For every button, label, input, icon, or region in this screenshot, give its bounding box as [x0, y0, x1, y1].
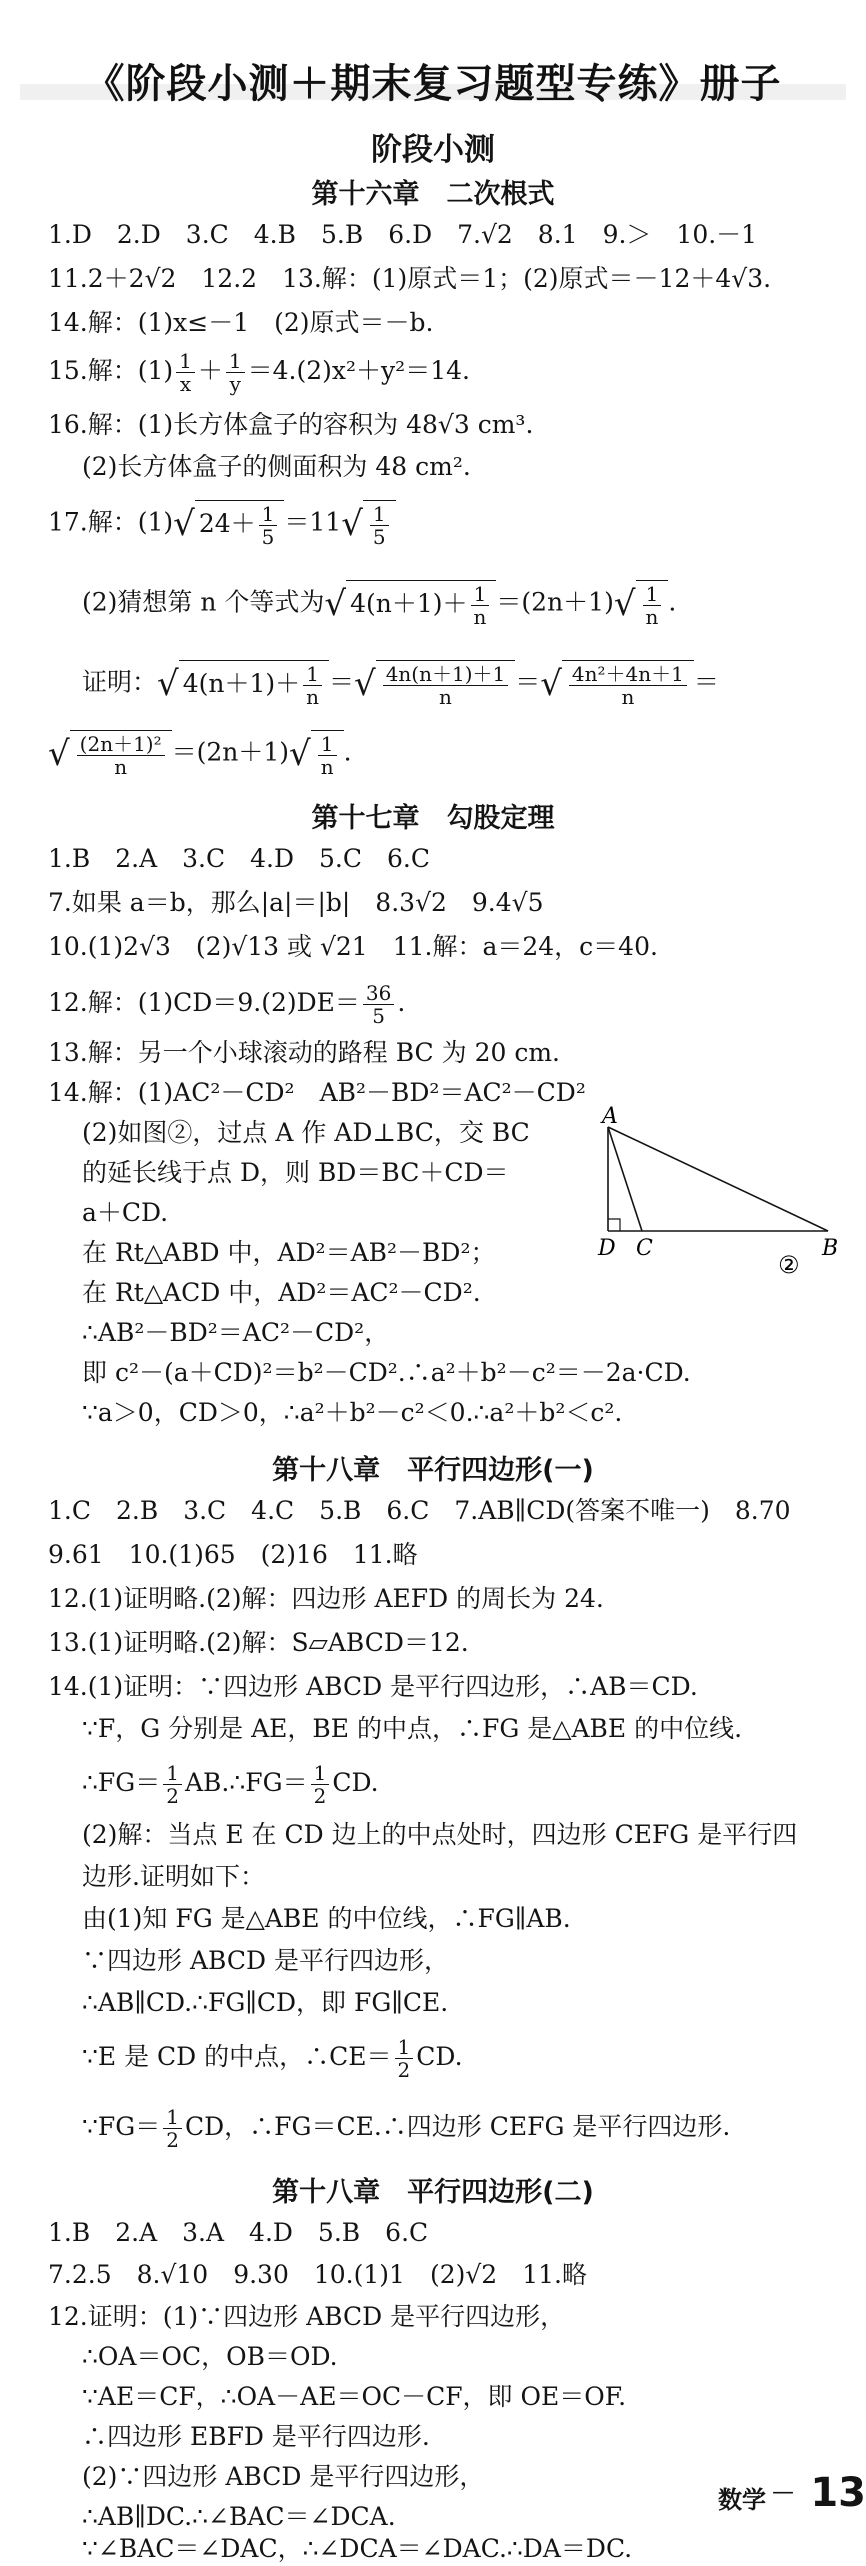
footer-dash: —: [772, 2480, 794, 2505]
fraction: [395, 2036, 414, 2081]
radicand: [363, 500, 396, 548]
side-AC: [608, 1127, 642, 1231]
text: ∵FG＝: [82, 2112, 161, 2141]
ch18a-answer-14-2: ∵F，G 分别是 AE，BE 的中点，∴FG 是△ABE 的中位线.: [82, 1714, 743, 1743]
ch17-answers-1-6: 1.B 2.A 3.C 4.D 5.C 6.C: [48, 844, 430, 873]
ch17-answer-14-4: a＋CD.: [82, 1198, 169, 1227]
ch18b-answer-12-1: 12.证明：(1)∵四边形 ABCD 是平行四边形，: [48, 2302, 566, 2331]
ch17-answer-14-1: 14.解：(1)AC²－CD² AB²－BD²＝AC²－CD²: [48, 1078, 586, 1107]
radical-sign: √: [540, 664, 562, 704]
footer-subject: 数学: [718, 2486, 766, 2514]
ch16-answer-15: [48, 350, 836, 395]
ch17-answers-10-11: 10.(1)2√3 (2)√13 或 √21 11.解：a＝24，c＝40.: [48, 932, 658, 961]
denominator: y: [229, 372, 241, 396]
numerator: 1: [226, 350, 245, 373]
ch18a-answer-14-7: ∵四边形 ABCD 是平行四边形，: [82, 1946, 449, 1975]
chapter-17-title: 第十七章 勾股定理: [311, 803, 555, 834]
ch18b-answer-12-5: (2)∵四边形 ABCD 是平行四边形，: [82, 2462, 485, 2491]
ch16-proof-2: [48, 730, 836, 778]
numerator: 1: [471, 583, 490, 606]
ch18b-answers-1-6: 1.B 2.A 3.A 4.D 5.B 6.C: [48, 2218, 429, 2247]
ch16-answer-17-2: [82, 580, 836, 628]
denominator: n: [621, 685, 635, 709]
ch18a-answer-14-3: [82, 1762, 836, 1807]
ch18b-answer-12-2: ∴OA＝OC，OB＝OD.: [82, 2342, 338, 2371]
text: 24＋: [198, 509, 256, 538]
ch18b-answer-12-6: ∴AB∥DC.∴∠BAC＝∠DCA.: [82, 2502, 396, 2531]
radical-sign: √: [354, 664, 376, 704]
ch17-answer-12: [48, 982, 836, 1027]
ch18a-answer-14-5: 边形.证明如下：: [82, 1862, 265, 1891]
text: CD，∴FG＝CE.∴四边形 CEFG 是平行四边形.: [184, 2112, 731, 2141]
text: ∵E 是 CD 的中点，∴CE＝: [82, 2042, 392, 2071]
radicand: [179, 660, 329, 708]
figure-number: ②: [778, 1251, 800, 1279]
label-C: C: [636, 1236, 653, 1261]
label-B: B: [822, 1236, 839, 1261]
numerator: 1: [370, 503, 389, 526]
radical-sign: √: [48, 734, 70, 774]
text: .: [397, 988, 406, 1017]
page-footer: [666, 2470, 866, 2516]
fraction: [471, 583, 490, 628]
page-title: 《阶段小测＋期末复习题型专练》册子: [84, 61, 782, 107]
text: ＝: [693, 667, 719, 697]
numerator: 1: [176, 350, 195, 373]
text: (2)猜想第 n 个等式为: [82, 587, 325, 617]
ch18a-answer-13: 13.(1)证明略.(2)解：S▱ABCD＝12.: [48, 1628, 469, 1657]
text: ＝(2n＋1): [171, 737, 290, 767]
ch17-answer-14-9: ∵a＞0，CD＞0，∴a²＋b²－c²＜0.∴a²＋b²＜c².: [82, 1398, 623, 1427]
radical-sign: √: [324, 584, 347, 624]
ch17-answer-14-2: (2)如图②，过点 A 作 AD⊥BC，交 BC: [82, 1118, 530, 1147]
text: .: [668, 587, 677, 617]
ch16-answer-16-2: (2)长方体盒子的侧面积为 48 cm².: [82, 452, 471, 481]
ch18a-answer-12: 12.(1)证明略.(2)解：四边形 AEFD 的周长为 24.: [48, 1584, 604, 1613]
text: .: [343, 737, 352, 767]
text: 4(n＋1)＋: [350, 589, 468, 618]
ch18a-answers-1-8: 1.C 2.B 3.C 4.C 5.B 6.C 7.AB∥CD(答案不唯一) 8.70: [48, 1496, 791, 1525]
denominator: n: [473, 605, 487, 629]
ch18a-answers-9-11: 9.61 10.(1)65 (2)16 11.略: [48, 1540, 418, 1569]
denominator: 2: [166, 1784, 179, 1808]
numerator: 36: [363, 982, 394, 1005]
label-D: D: [598, 1236, 616, 1261]
sqrt: [341, 500, 395, 548]
ch16-answer-16-1: 16.解：(1)长方体盒子的容积为 48√3 cm³.: [48, 410, 534, 439]
denominator: n: [320, 755, 334, 779]
denominator: n: [439, 685, 452, 709]
text: ＝: [515, 667, 541, 697]
sqrt: [48, 730, 172, 778]
sqrt: [157, 660, 329, 708]
denominator: n: [114, 755, 128, 779]
fraction: [163, 1762, 182, 1807]
text: ＝: [329, 667, 355, 697]
page-number: 13: [810, 2470, 866, 2516]
ch18a-answer-14-6: 由(1)知 FG 是△ABE 的中位线，∴FG∥AB.: [82, 1904, 571, 1933]
chapter-18-part1-title: 第十八章 平行四边形(一): [272, 1455, 594, 1486]
sqrt: [540, 660, 694, 708]
numerator: 1: [303, 663, 322, 686]
ch16-proof-1: [82, 660, 836, 708]
denominator: 5: [372, 525, 386, 549]
radicand: [311, 730, 344, 778]
numerator: 1: [163, 2106, 182, 2129]
denominator: 5: [261, 525, 275, 549]
radical-sign: √: [157, 664, 179, 704]
radicand: [346, 580, 496, 628]
ch18a-answer-14-8: ∴AB∥CD.∴FG∥CD，即 FG∥CE.: [82, 1988, 449, 2017]
chapter-18-part2-title: 第十八章 平行四边形(二): [272, 2177, 594, 2208]
numerator: 4n(n＋1)＋1: [383, 663, 509, 686]
text: ＝4.(2)x²＋y²＝14.: [247, 356, 470, 385]
triangle-diagram: [598, 1104, 840, 1279]
radical-sign: √: [613, 584, 636, 624]
ch17-answer-14-7: ∴AB²－BD²＝AC²－CD²，: [82, 1318, 390, 1347]
numerator: (2n＋1)²: [77, 733, 165, 756]
ch17-answers-7-9: 7.如果 a＝b，那么|a|＝|b| 8.3√2 9.4√5: [48, 888, 544, 917]
ch18b-answer-12-7: ∵∠BAC＝∠DAC，∴∠DCA＝∠DAC.∴DA＝DC.: [82, 2534, 633, 2563]
section-heading: 阶段小测: [371, 132, 495, 168]
fraction: [163, 2106, 182, 2151]
ch17-answer-14-6: 在 Rt△ACD 中，AD²＝AC²－CD².: [82, 1278, 481, 1307]
text: ＋: [197, 356, 223, 385]
sqrt: [173, 500, 284, 548]
fraction: [363, 982, 394, 1027]
radicand: [195, 500, 285, 548]
text: 4(n＋1)＋: [182, 669, 301, 698]
numerator: 1: [643, 583, 662, 606]
denominator: n: [306, 685, 319, 709]
ch17-answer-13: 13.解：另一个小球滚动的路程 BC 为 20 cm.: [48, 1038, 560, 1067]
sqrt: [324, 580, 496, 628]
numerator: 1: [318, 733, 337, 756]
text: AB.∴FG＝: [184, 1768, 308, 1797]
denominator: n: [645, 605, 659, 629]
chapter-16-title: 第十六章 二次根式: [311, 179, 555, 210]
ch17-answer-14-5: 在 Rt△ABD 中，AD²＝AB²－BD²；: [82, 1238, 496, 1267]
ch18a-answer-14-10: [82, 2106, 836, 2151]
text: ∴FG＝: [82, 1768, 161, 1797]
ch18a-answer-14-4: (2)解：当点 E 在 CD 边上的中点处时，四边形 CEFG 是平行四: [82, 1820, 798, 1849]
ch18b-answers-7-11: 7.2.5 8.√10 9.30 10.(1)1 (2)√2 11.略: [48, 2260, 587, 2289]
fraction: [643, 583, 662, 628]
fraction: [176, 350, 195, 395]
fraction: [370, 503, 389, 548]
fraction: [259, 503, 278, 548]
fraction: [318, 733, 337, 778]
denominator: 2: [397, 2058, 411, 2082]
radical-sign: √: [289, 734, 311, 774]
numerator: 1: [311, 1762, 330, 1785]
triangle-figure-2: [598, 1104, 840, 1279]
fraction: [226, 350, 245, 395]
sqrt: [354, 660, 515, 708]
label-A: A: [602, 1104, 618, 1129]
fraction: [383, 663, 509, 708]
ch18a-answer-14-1: 14.(1)证明：∵四边形 ABCD 是平行四边形，∴AB＝CD.: [48, 1672, 698, 1701]
text: 17.解：(1): [48, 507, 174, 537]
denominator: x: [179, 372, 192, 396]
numerator: 1: [163, 1762, 182, 1785]
text: 12.解：(1)CD＝9.(2)DE＝: [48, 988, 360, 1017]
numerator: 4n²＋4n＋1: [569, 663, 687, 686]
denominator: 5: [372, 1004, 385, 1028]
ch17-answer-14-8: 即 c²－(a＋CD)²＝b²－CD².∴a²＋b²－c²＝－2a·CD.: [82, 1358, 691, 1387]
ch17-answer-14-3: 的延长线于点 D，则 BD＝BC＋CD＝: [82, 1158, 509, 1187]
sqrt: [289, 730, 344, 778]
ch16-answer-17-1: [48, 500, 836, 548]
text: CD.: [332, 1768, 379, 1797]
radicand: [376, 660, 516, 708]
text: ＝(2n＋1): [496, 587, 614, 617]
ch16-answer-14: 14.解：(1)x≤－1 (2)原式＝－b.: [48, 308, 434, 337]
text: ＝11: [284, 507, 342, 537]
ch18b-answer-12-3: ∵AE＝CF，∴OA－AE＝OC－CF，即 OE＝OF.: [82, 2382, 627, 2411]
radicand: [70, 730, 172, 778]
right-angle-mark: [608, 1219, 620, 1231]
ch18b-answer-12-4: ∴四边形 EBFD 是平行四边形.: [82, 2422, 430, 2451]
sqrt: [614, 580, 669, 628]
side-AB: [608, 1127, 828, 1231]
numerator: 1: [395, 2036, 414, 2059]
ch16-answers-11-13: 11.2＋2√2 12.2 13.解：(1)原式＝1；(2)原式＝－12＋4√3.: [48, 264, 772, 293]
ch16-answers-1-10: 1.D 2.D 3.C 4.B 5.B 6.D 7.√2 8.1 9.＞ 10.－1: [48, 220, 758, 249]
numerator: 1: [259, 503, 278, 526]
radical-sign: √: [173, 504, 195, 544]
fraction: [311, 1762, 330, 1807]
text: 证明：: [82, 667, 158, 697]
text: 15.解：(1): [48, 356, 174, 385]
fraction: [569, 663, 687, 708]
text: CD.: [416, 2042, 463, 2071]
radicand: [562, 660, 694, 708]
denominator: 2: [166, 2128, 179, 2152]
radicand: [636, 580, 669, 628]
radical-sign: √: [341, 504, 363, 544]
denominator: 2: [313, 1784, 327, 1808]
ch18a-answer-14-9: [82, 2036, 836, 2081]
fraction: [77, 733, 165, 778]
fraction: [303, 663, 322, 708]
